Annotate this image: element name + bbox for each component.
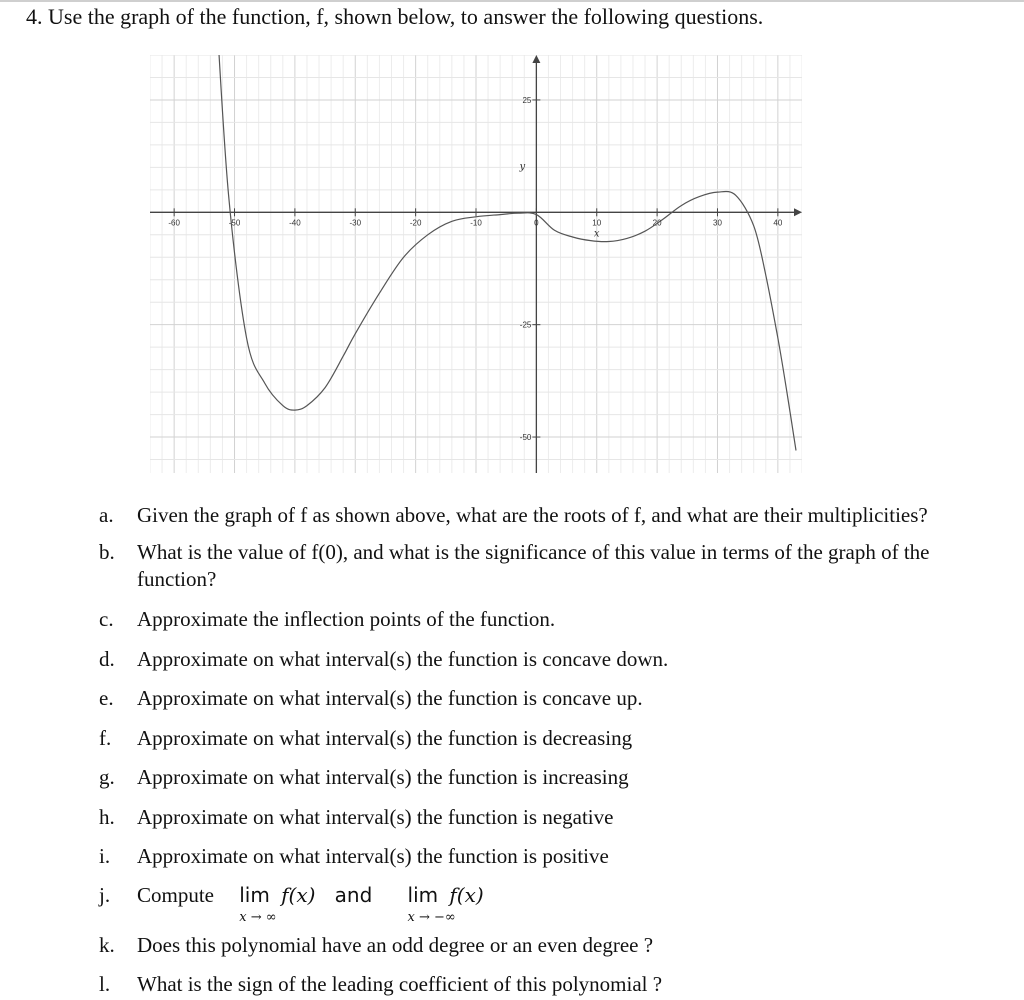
item-letter: g.: [99, 765, 115, 789]
function-graph: [150, 55, 802, 473]
y-tick-label: -50: [519, 433, 532, 443]
x-tick-label: -10: [470, 218, 482, 228]
question-title: 4. Use the graph of the function, f, shown below, to answer the following questions.: [26, 4, 764, 29]
item-letter: b.: [99, 540, 115, 564]
y-tick-label: -25: [519, 320, 532, 330]
item-letter: c.: [99, 607, 114, 631]
x-tick-label: -60: [168, 218, 180, 228]
item-text: What is the sign of the leading coefficient of this polynomial ?: [137, 972, 663, 996]
item-letter: f.: [99, 726, 112, 750]
item-text-j: [137, 882, 997, 925]
item-text: Approximate on what interval(s) the function is increasing: [137, 765, 629, 789]
lim-subscript: x → −∞: [407, 910, 456, 925]
lim-expression: f(x): [449, 883, 484, 907]
limit-positive-infinity: [239, 882, 277, 925]
x-axis-label: x: [593, 228, 600, 240]
item-text: Does this polynomial have an odd degree or an even degree ?: [137, 933, 654, 957]
x-tick-label: 0: [534, 218, 539, 228]
item-text: Approximate the inflection points of the function.: [137, 607, 556, 631]
x-tick-label: 10: [592, 218, 602, 228]
item-text: What is the value of f(0), and what is the significance of this value in terms of the graph of the function?: [137, 540, 930, 591]
item-letter: h.: [99, 805, 115, 829]
lim-word: lim: [407, 883, 439, 907]
item-text: Given the graph of f as shown above, what are the roots of f, and what are their multiplicities?: [137, 503, 928, 527]
item-text: Approximate on what interval(s) the function is decreasing: [137, 726, 633, 750]
y-axis-label: y: [519, 161, 526, 173]
lim-subscript: x → ∞: [239, 910, 277, 925]
y-axis-arrow: [532, 55, 540, 63]
lim-expression: f(x): [281, 883, 316, 907]
x-tick-label: -20: [409, 218, 422, 228]
x-tick-label: 40: [773, 218, 783, 228]
series-line-f: [216, 55, 796, 450]
item-text: Compute: [137, 883, 214, 907]
item-text: Approximate on what interval(s) the function is concave down.: [137, 647, 669, 671]
x-tick-label: 30: [713, 218, 722, 228]
item-text: Approximate on what interval(s) the function is negative: [137, 805, 614, 829]
x-tick-label: 20: [652, 218, 662, 228]
item-letter: d.: [99, 647, 115, 671]
item-text: Approximate on what interval(s) the function is concave up.: [137, 686, 643, 710]
x-tick-label: -40: [289, 218, 301, 228]
limit-negative-infinity: [407, 882, 456, 925]
item-letter: e.: [99, 686, 114, 710]
item-letter: a.: [99, 503, 114, 527]
item-text: Approximate on what interval(s) the function is positive: [137, 844, 609, 868]
item-letter: j.: [99, 883, 111, 907]
item-letter: k.: [99, 933, 115, 957]
x-axis-arrow: [794, 208, 802, 216]
x-tick-label: -50: [228, 218, 241, 228]
y-tick-label: 25: [522, 95, 532, 105]
item-letter: l.: [99, 972, 111, 996]
x-tick-label: -30: [349, 218, 362, 228]
top-rule: [0, 0, 1024, 2]
and-word: and: [334, 883, 373, 907]
item-letter: i.: [99, 844, 111, 868]
lim-word: lim: [239, 883, 270, 907]
